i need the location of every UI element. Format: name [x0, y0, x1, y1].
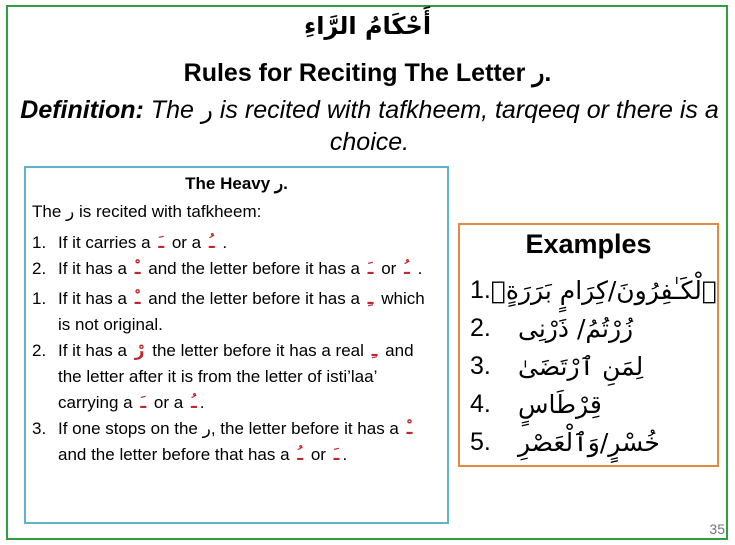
rule-text	[58, 256, 441, 282]
examples-list	[470, 271, 717, 461]
example-word: لِمَنِ ٱرْتَضَىٰ	[518, 351, 644, 381]
example-item	[470, 347, 707, 385]
heavy-rules-box	[24, 166, 449, 524]
page-title: Rules for Reciting The Letter ر.	[183, 59, 552, 87]
rule-fragment: or a	[149, 393, 188, 412]
rule-item	[32, 338, 441, 416]
rule-number: 1.	[32, 233, 47, 252]
harakah-mark: ـَ	[140, 393, 147, 413]
rule-item	[32, 256, 441, 282]
harakah-mark: رْ	[134, 341, 145, 361]
harakah-mark: ـَ	[158, 233, 165, 253]
rule-fragment: If it carries a	[58, 233, 156, 252]
example-number: 1.	[470, 275, 491, 304]
rule-number: 2.	[32, 341, 47, 360]
example-number: 3.	[470, 351, 491, 380]
definition-part1: The	[143, 96, 201, 124]
rule-text	[58, 416, 441, 468]
rule-text	[58, 230, 441, 256]
rule-item	[32, 416, 441, 468]
harakah-mark: ـِ	[367, 289, 374, 309]
example-item	[470, 385, 707, 423]
example-word: زُرْتُمُ/ ذَرْنِى	[518, 313, 634, 343]
rule-fragment: and the letter before it has a	[143, 289, 365, 308]
rule-fragment: If one stops on the ر, the letter before it has a	[58, 419, 404, 438]
example-number: 5.	[470, 427, 491, 456]
harakah-mark: ـُ	[190, 393, 197, 413]
rule-fragment: and the letter after it is from the letter of isti’laa’ carrying a	[58, 341, 414, 412]
rule-fragment: which is not original.	[58, 289, 425, 334]
page-number: 35	[709, 521, 725, 537]
rule-text	[58, 286, 441, 338]
example-word: خُسْرٍ/وَٱلْعَصْرِ	[518, 427, 660, 457]
rules-list	[32, 230, 441, 468]
rule-fragment: or	[376, 259, 402, 278]
harakah-mark: ـُ	[208, 233, 215, 253]
definition-part2: is recited with tafkheem, tarqeeq or there is a choice.	[212, 96, 719, 156]
example-word: ٱلْكَـٰفِرُونَ/كِرَامٍ بَرَرَةٍۭ	[490, 275, 717, 305]
harakah-mark: ـَ	[333, 445, 340, 465]
definition-label: Definition:	[20, 96, 144, 124]
rule-fragment: .	[342, 445, 348, 464]
rule-fragment: or	[306, 445, 331, 464]
example-number: 4.	[470, 389, 491, 418]
example-word: قِرْطَاسٍ	[518, 389, 602, 419]
example-item	[470, 271, 717, 309]
harakah-mark: ـْ	[406, 419, 413, 439]
rule-fragment: If it has a	[58, 259, 132, 278]
rule-fragment: or a	[167, 233, 206, 252]
harakah-mark: ـَ	[367, 259, 374, 279]
rule-item	[32, 230, 441, 256]
rule-fragment: If it has a	[58, 289, 132, 308]
rule-fragment: .	[412, 259, 423, 278]
rule-fragment: and the letter before that has a	[58, 445, 295, 464]
examples-box	[458, 223, 719, 467]
example-item	[470, 309, 707, 347]
rule-fragment: the letter before it has a real	[147, 341, 369, 360]
definition	[20, 94, 719, 158]
rule-number: 2.	[32, 259, 47, 278]
rule-text	[58, 338, 441, 416]
harakah-mark: ـِ	[371, 341, 378, 361]
examples-heading: Examples	[525, 229, 652, 259]
harakah-mark: ـُ	[297, 445, 304, 465]
definition-letter: ر	[200, 95, 213, 124]
heavy-heading: The Heavy ر.	[185, 174, 288, 193]
harakah-mark: ـْ	[134, 259, 141, 279]
arabic-title: أَحْكَامُ الرَّاءِ	[303, 12, 432, 40]
rule-fragment: .	[217, 233, 228, 252]
rule-item	[32, 286, 441, 338]
example-item	[470, 423, 707, 461]
example-number: 2.	[470, 313, 491, 342]
rule-fragment: and the letter before it has a	[143, 259, 365, 278]
harakah-mark: ـُ	[404, 259, 410, 279]
rule-number: 3.	[32, 419, 47, 438]
rule-fragment: .	[199, 393, 205, 412]
harakah-mark: ـْ	[134, 289, 141, 309]
rule-number: 1.	[32, 289, 47, 308]
heavy-intro: The ر is recited with tafkheem:	[32, 202, 262, 221]
rule-fragment: If it has a	[58, 341, 132, 360]
